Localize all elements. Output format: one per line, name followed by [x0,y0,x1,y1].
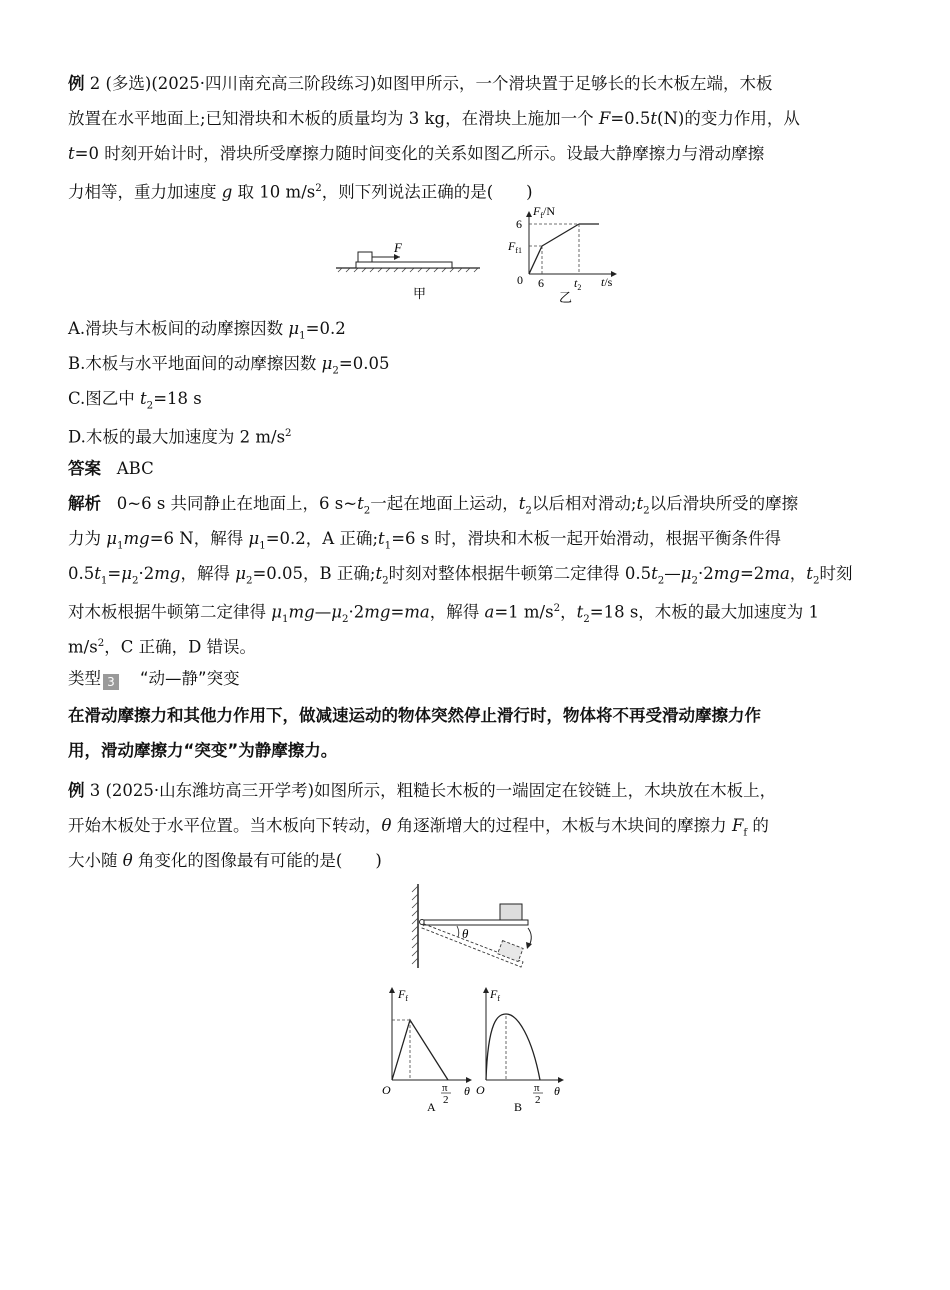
example3-label: 例 [68,781,85,800]
graph-a [378,980,478,1115]
yi-origin: 0 [517,273,523,287]
figure-yi [505,204,635,304]
analysis-line4: 对木板根据牛顿第二定律得 $\mu_1mg—\mu_2\cdot 2mg=ma$，解得 a=1 $m/s^2$，$t_2=18$ s，木板的最大加速度为 1 [68,602,820,625]
graph-b-curve [486,1014,540,1080]
graph-b [470,980,570,1115]
example2-stem-line4: 力相等，重力加速度 g 取 10 $m/s^2$，则下列说法正确的是( ) [68,182,533,202]
wood-block [500,904,522,920]
graph-b-two: 2 [535,1094,541,1106]
graph-a-caption: A [427,1100,436,1114]
hinge-figure [402,882,552,974]
graph-a-x-label: θ [464,1084,470,1098]
example2-tag: (多选) [105,74,152,93]
example2-stem-line3: t=0 时刻开始计时，滑块所受摩擦力随时间变化的关系如图乙所示。设最大静摩擦力与滑动摩擦 [68,144,765,163]
answer-label: 答案 [68,459,101,478]
yi-y-tick-6: 6 [516,217,522,231]
graph-b-origin: O [476,1083,485,1097]
type3-number-badge: 3 [103,674,119,690]
slider-block [358,252,372,262]
caption-jia: 甲 [413,286,427,301]
analysis-line3: $0.5t_1=\mu_2\cdot 2mg$，解得 $\mu_2=0.05$，B 正确$;t_2$时刻对整体根据牛顿第二定律得 $0.5t_2—\mu_2\cdot 2mg=2ma$，$t_2$时刻 [68,564,853,587]
yi-curve-segment-1 [529,246,542,274]
example2-label: 例 [68,74,85,93]
yi-y-tick-ff1: $F_{f1}$ [508,239,523,255]
graph-b-pi: π [534,1082,540,1094]
yi-y-label: $F_f/N$ [533,204,556,220]
analysis-line2: 力为 $\mu_1mg=6$ N，解得 $\mu_1=0.2$，A 正确$;t_1=6$ s 时，滑块和木板一起开始滑动，根据平衡条件得 [68,529,781,552]
angle-label: θ [462,926,469,941]
answer-value: ABC [116,459,154,478]
graph-a-curve [392,1020,448,1080]
example3-stem-line1: 例 3 (2025·山东潍坊高三开学考)如图所示，粗糙长木板的一端固定在铰链上，木块放在木板上， [68,781,777,800]
figure-jia [330,232,490,304]
example2-stem-line2: 放置在水平地面上;已知滑块和木板的质量均为 3 kg，在滑块上施加一个 F=0.5t(N)的变力作用，从 [68,109,800,128]
type3-title: “动—静”突变 [139,669,240,688]
force-label: F [394,240,402,255]
example3-stem-line2: 开始木板处于水平位置。当木板向下转动，θ 角逐渐增大的过程中，木板与木块间的摩擦力 $F_f$ 的 [68,816,769,839]
graph-a-origin: O [382,1083,391,1097]
option-c: C.图乙中 $t_2=18$ s [68,389,202,412]
yi-x-label: t/s [601,275,613,289]
wall-hatch [412,886,418,964]
graph-b-caption: B [514,1100,523,1114]
type3-heading [68,661,888,696]
caption-yi: 乙 [559,290,573,304]
option-b: B.木板与水平地面间的动摩擦因数 $\mu_2=0.05$ [68,354,390,377]
graph-b-x-label: θ [554,1084,560,1098]
graph-a-pi: π [442,1082,448,1094]
example2-source: (2025·四川南充高三阶段练习) [151,74,377,93]
tilted-block [498,941,524,962]
analysis-line1: 解析 0~6 s 共同静止在地面上，6 $s\sim t_2$一起在地面上运动，$t_2$以后相对滑动$;t_2$以后滑块所受的摩擦 [68,494,799,517]
yi-curve-segment-2 [542,224,579,246]
horizontal-board [424,920,528,925]
option-a: A.滑块与木板间的动摩擦因数 $\mu_1=0.2$ [68,319,346,342]
analysis-label: 解析 [68,494,101,513]
option-d: D.木板的最大加速度为 2 $m/s^2$ [68,427,292,447]
type3-desc-line1: 在滑动摩擦力和其他力作用下，做减速运动的物体突然停止滑行时，物体将不再受滑动摩擦力作 [68,706,761,725]
type3-desc-line2: 用，滑动摩擦力“突变”为静摩擦力。 [68,741,338,760]
graph-b-y-label: $F_f$ [490,987,501,1003]
graph-a-y-label: $F_f$ [398,987,409,1003]
long-board [356,262,452,268]
graph-a-two: 2 [443,1094,449,1106]
example2-stem-line1: 例 2 (多选)(2025·四川南充高三阶段练习)如图甲所示，一个滑块置于足够长的长木板左端，木板 [68,74,773,93]
analysis-line5: $m/s^2$，C 正确，D 错误。 [68,637,257,657]
angle-arc [457,926,459,937]
example3-source: (2025·山东潍坊高三开学考) [105,781,315,800]
yi-x-tick-6: 6 [538,276,544,290]
ground-hatch [338,268,478,272]
example3-stem-line3: 大小随 θ 角变化的图像最有可能的是( ) [68,851,382,870]
answer-line [68,451,888,486]
yi-x-tick-t2: $t_2$ [574,276,582,292]
type3-label: 类型 [68,669,101,688]
